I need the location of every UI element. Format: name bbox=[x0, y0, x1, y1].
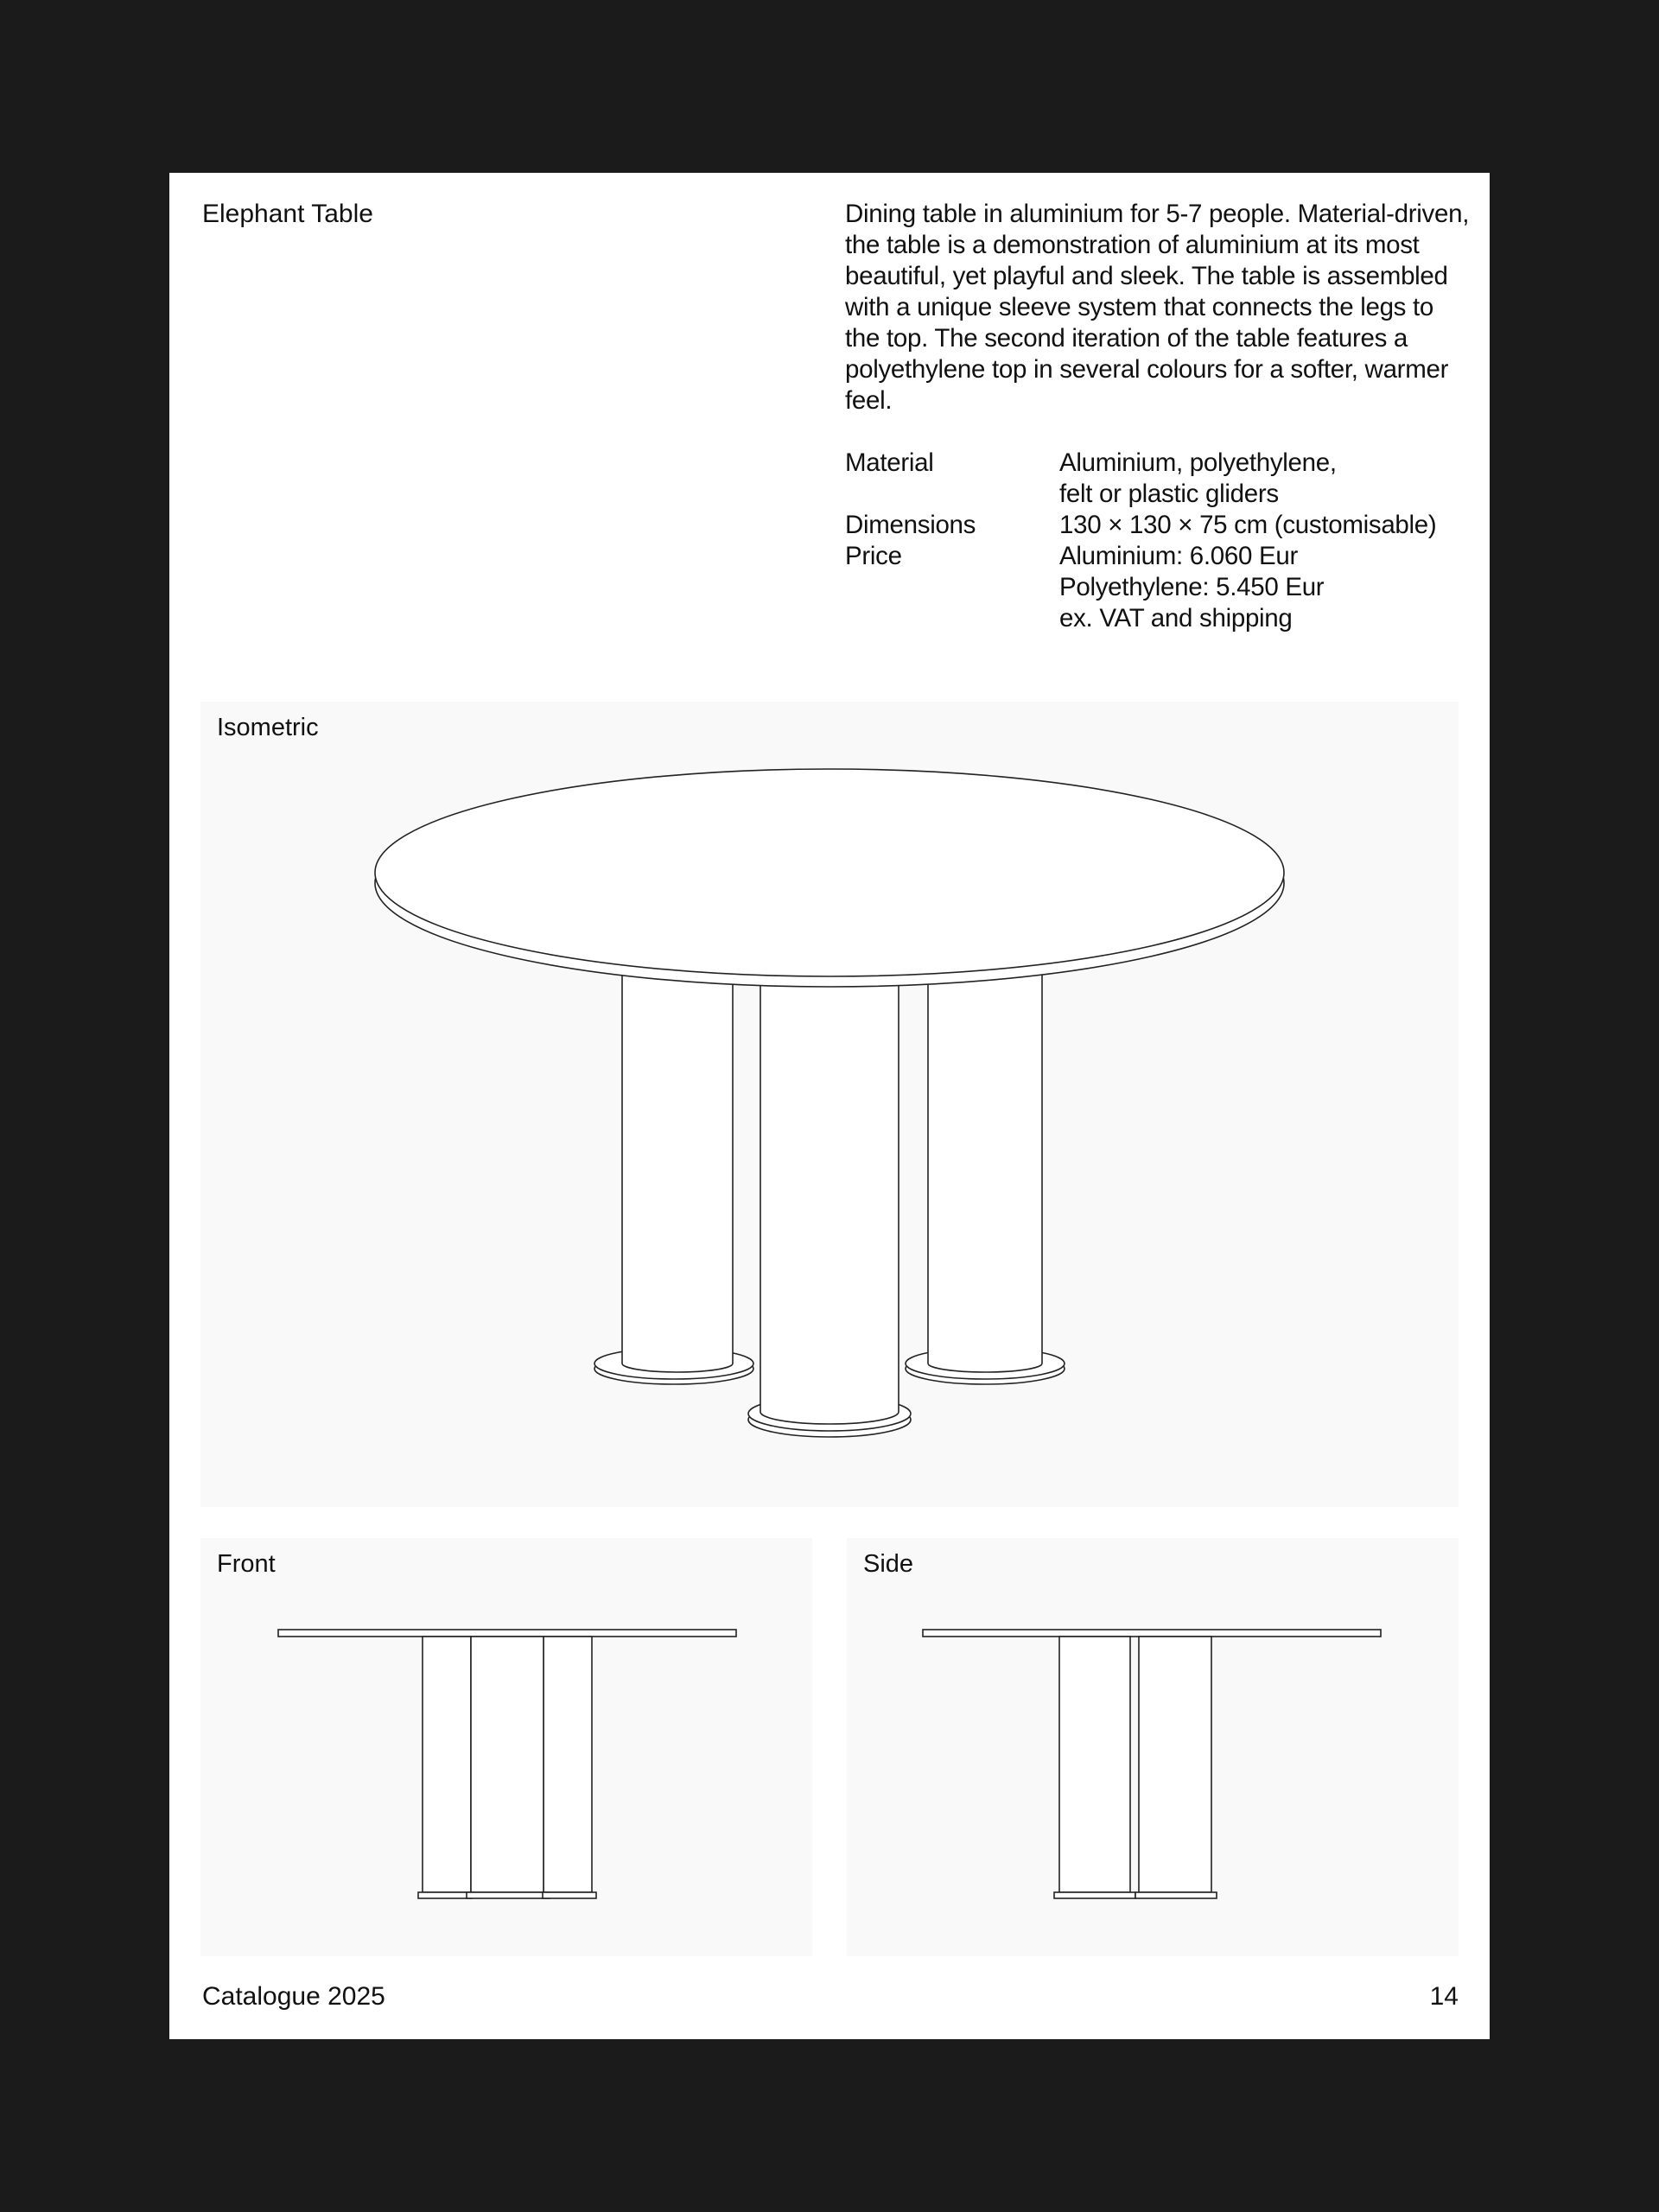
back-left-leg bbox=[594, 969, 753, 1384]
catalogue-page bbox=[169, 173, 1490, 2039]
front-leg-right bbox=[543, 1637, 592, 1892]
front-leg-left bbox=[423, 1637, 471, 1892]
side-leg-right bbox=[1139, 1637, 1211, 1892]
price-line: Aluminium: 6.060 Eur bbox=[1059, 542, 1299, 570]
back-right-leg bbox=[906, 969, 1065, 1384]
side-table-top bbox=[923, 1630, 1381, 1637]
side-leg-left bbox=[1059, 1637, 1130, 1892]
product-title: Elephant Table bbox=[202, 200, 373, 228]
isometric-view-label: Isometric bbox=[217, 714, 319, 741]
front-leg bbox=[748, 978, 911, 1437]
side-glider-left bbox=[1054, 1892, 1135, 1898]
spec-row-dimensions bbox=[845, 510, 1484, 541]
spec-label-material: Material bbox=[845, 448, 934, 477]
front-view-panel bbox=[200, 1538, 812, 1956]
side-table-drawing bbox=[847, 1538, 1459, 1956]
spec-value-dimensions: 130 × 130 × 75 cm (customisable) bbox=[1059, 511, 1437, 539]
spec-row-price bbox=[845, 541, 1484, 634]
spec-table bbox=[845, 448, 1484, 634]
catalogue-footer: Catalogue 2025 bbox=[202, 1982, 385, 2011]
isometric-view-panel bbox=[200, 702, 1459, 1507]
material-line: felt or plastic gliders bbox=[1059, 480, 1279, 508]
material-line: Aluminium, polyethylene, bbox=[1059, 448, 1337, 477]
front-table-top bbox=[278, 1630, 736, 1637]
front-glider-center bbox=[467, 1892, 550, 1898]
spec-value-material bbox=[1059, 448, 1484, 510]
page-number: 14 bbox=[1429, 1982, 1459, 2011]
front-table-drawing bbox=[200, 1538, 812, 1956]
side-view-panel bbox=[847, 1538, 1459, 1956]
spec-row-material bbox=[845, 448, 1484, 510]
front-glider-left bbox=[418, 1892, 472, 1898]
side-glider-right bbox=[1135, 1892, 1217, 1898]
front-view-label: Front bbox=[217, 1550, 276, 1578]
product-description: Dining table in aluminium for 5-7 people. Material-driven, the table is a demonstration of aluminium at its most beautiful, yet playful and sleek. The table is assembled with a unique sleeve system that connects the legs to the top. The second iteration of the table features a polyethylene top in several colours for a softer, warmer feel. bbox=[845, 200, 1470, 415]
spec-label-price: Price bbox=[845, 542, 902, 570]
spec-label-dimensions: Dimensions bbox=[845, 511, 976, 539]
spec-value-price bbox=[1059, 541, 1484, 634]
table-top bbox=[375, 769, 1284, 987]
price-line: Polyethylene: 5.450 Eur bbox=[1059, 573, 1325, 601]
front-glider-right bbox=[543, 1892, 596, 1898]
side-view-label: Side bbox=[863, 1550, 914, 1578]
isometric-table-drawing bbox=[200, 702, 1459, 1507]
front-leg-center bbox=[471, 1637, 543, 1892]
price-line: ex. VAT and shipping bbox=[1059, 604, 1293, 632]
